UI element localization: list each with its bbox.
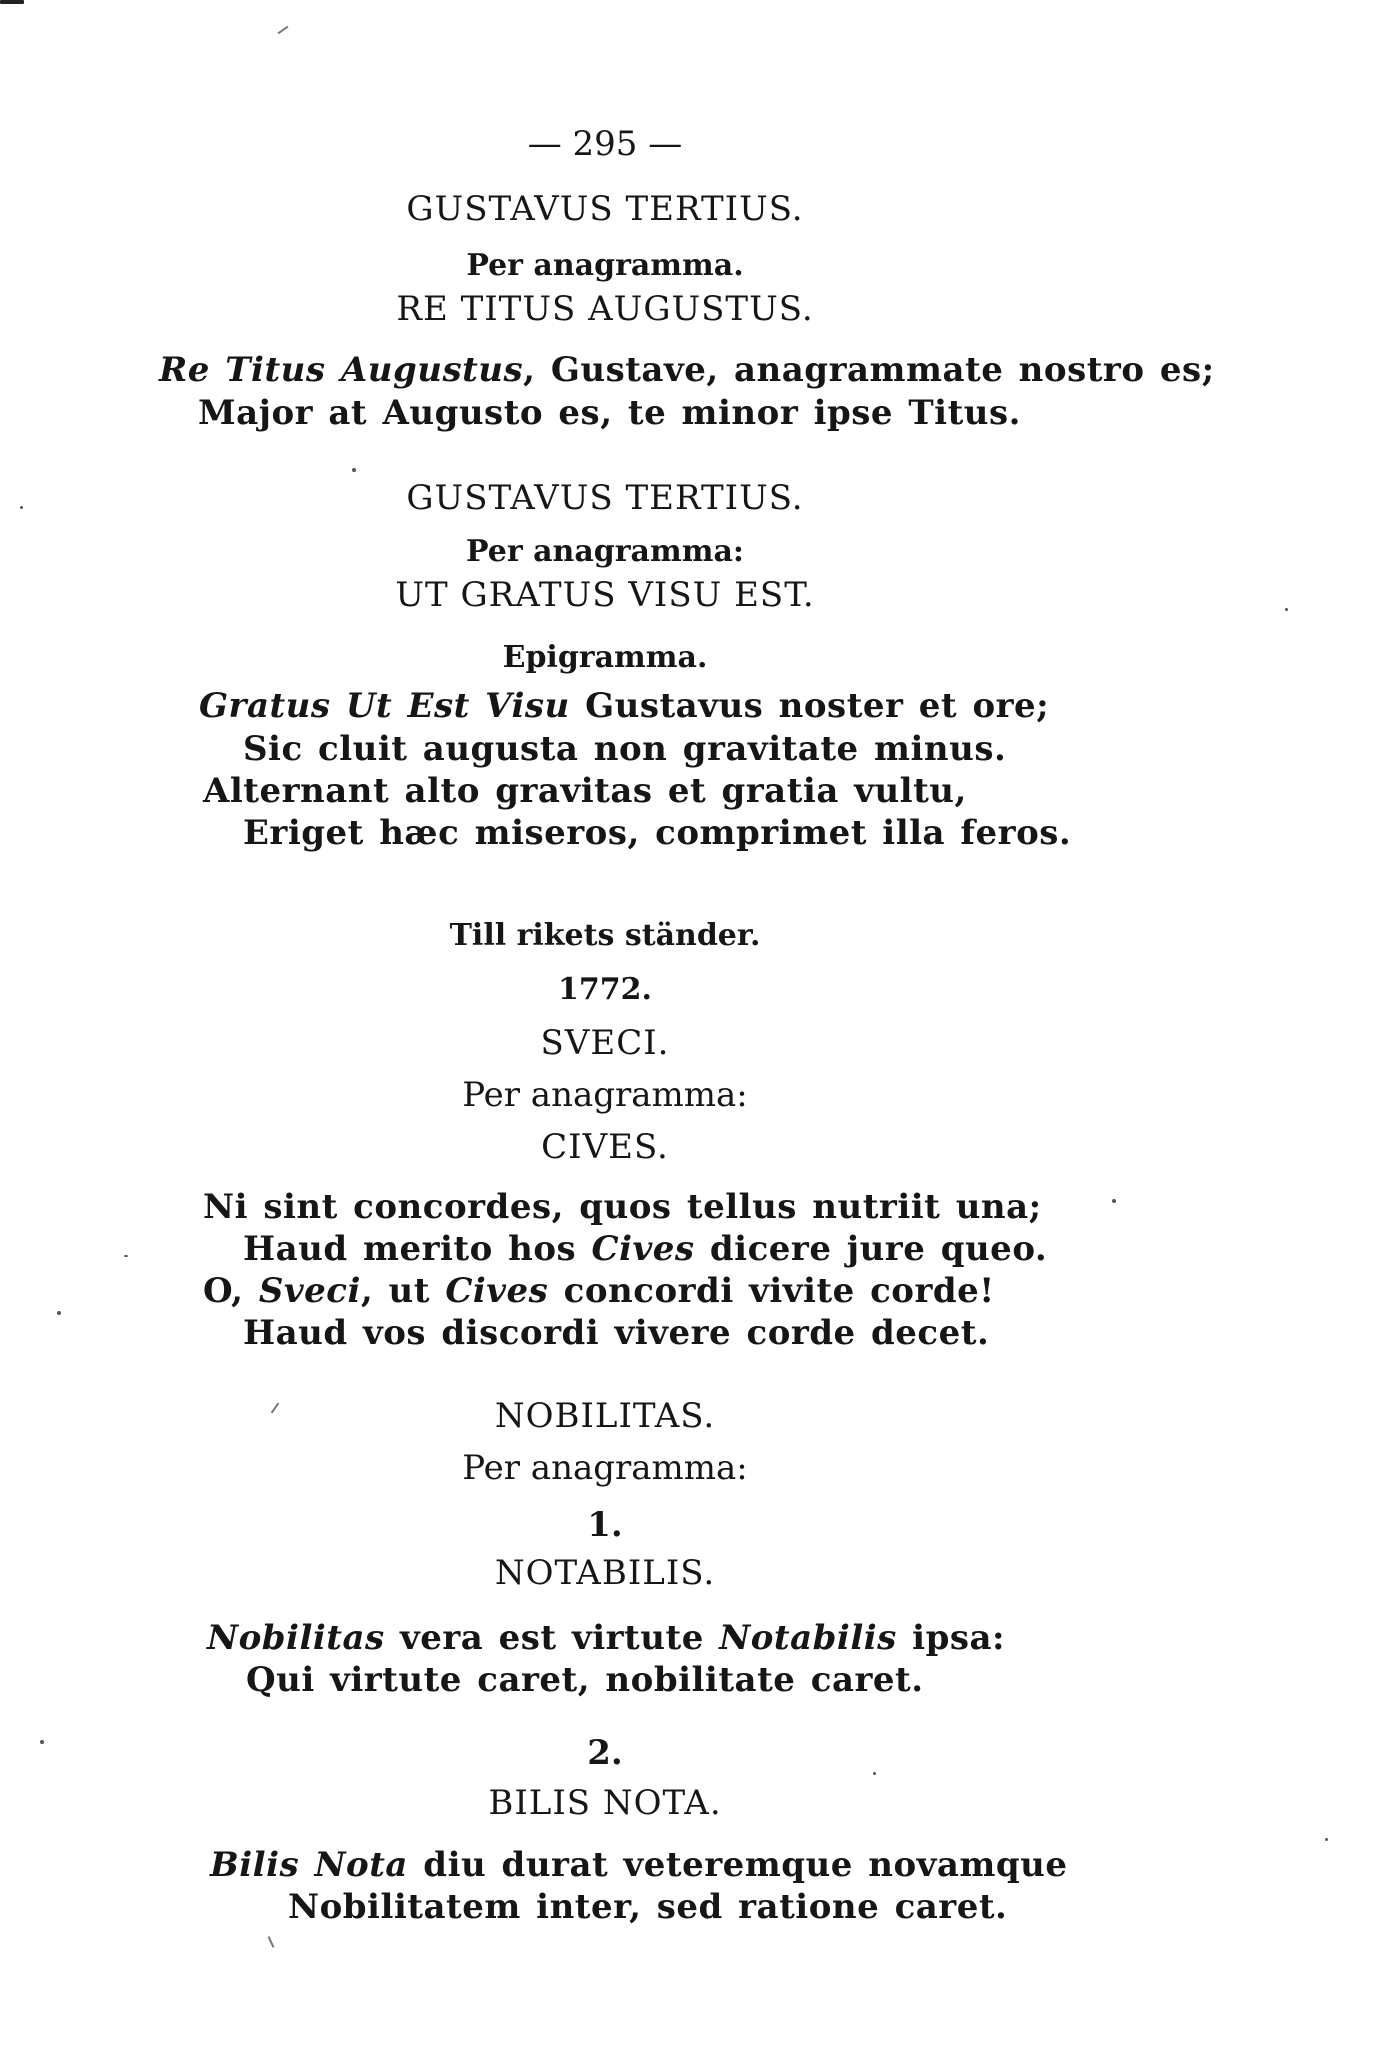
speck: [352, 468, 356, 472]
page-number: — 295 —: [527, 124, 683, 164]
s3-verse-3: O, Sveci, ut Cives concordi vivite corde!: [203, 1271, 995, 1311]
speck: [1112, 1199, 1116, 1203]
s4-anagram-2: BILIS NOTA.: [488, 1783, 722, 1823]
scan-mark: [0, 0, 24, 4]
speck: [1325, 1838, 1328, 1841]
s4-number-2: 2.: [587, 1733, 623, 1773]
s2-verse-4: Eriget hæc miseros, comprimet illa feros.: [243, 813, 1072, 853]
s3-subtitle: Per anagramma:: [462, 1075, 748, 1115]
s2-title: GUSTAVUS TERTIUS.: [406, 478, 804, 518]
s3-verse-1: Ni sint concordes, quos tellus nutriit una;: [203, 1187, 1042, 1227]
s4-anagram-1: NOTABILIS.: [494, 1553, 716, 1593]
speck: [268, 1936, 275, 1948]
s4-verse-1: Nobilitas vera est virtute Notabilis ipsa:: [207, 1618, 1006, 1658]
s3-word: SVECI.: [540, 1023, 670, 1063]
s1-verse-2: Major at Augusto es, te minor ipse Titus.: [198, 393, 1022, 433]
s3-year: 1772.: [558, 972, 652, 1007]
s3-verse-2: Haud merito hos Cives dicere jure queo.: [243, 1229, 1048, 1269]
s1-verse-1: Re Titus Augustus, Gustave, anagrammate nostro es;: [159, 350, 1215, 390]
speck: [1285, 608, 1288, 611]
s1-anagram: RE TITUS AUGUSTUS.: [396, 289, 814, 329]
s2-verse-2: Sic cluit augusta non gravitate minus.: [243, 729, 1007, 769]
s3-title: Till rikets ständer.: [449, 918, 761, 953]
s3-anagram: CIVES.: [541, 1127, 669, 1167]
s3-verse-4: Haud vos discordi vivere corde decet.: [243, 1313, 990, 1353]
s4-verse-3: Bilis Nota diu durat veteremque novamque: [210, 1845, 1068, 1885]
speck: [124, 1255, 128, 1257]
s2-label: Epigramma.: [502, 640, 708, 675]
speck: [57, 1311, 61, 1315]
s4-number-1: 1.: [587, 1505, 623, 1545]
speck: [40, 1740, 44, 1744]
s1-title: GUSTAVUS TERTIUS.: [406, 189, 804, 229]
s4-verse-4: Nobilitatem inter, sed ratione caret.: [288, 1887, 1008, 1927]
s4-verse-2: Qui virtute caret, nobilitate caret.: [246, 1660, 924, 1700]
s4-subtitle: Per anagramma:: [462, 1448, 748, 1488]
s2-verse-3: Alternant alto gravitas et gratia vultu,: [203, 771, 967, 811]
speck: [278, 26, 289, 35]
speck: [20, 506, 23, 509]
s4-title: NOBILITAS.: [494, 1396, 716, 1436]
speck: [873, 1772, 876, 1775]
s2-verse-1: Gratus Ut Est Visu Gustavus noster et ore;: [199, 686, 1050, 726]
s2-anagram: UT GRATUS VISU EST.: [395, 575, 815, 615]
s2-subtitle: Per anagramma:: [466, 534, 744, 569]
s1-subtitle: Per anagramma.: [466, 248, 744, 283]
